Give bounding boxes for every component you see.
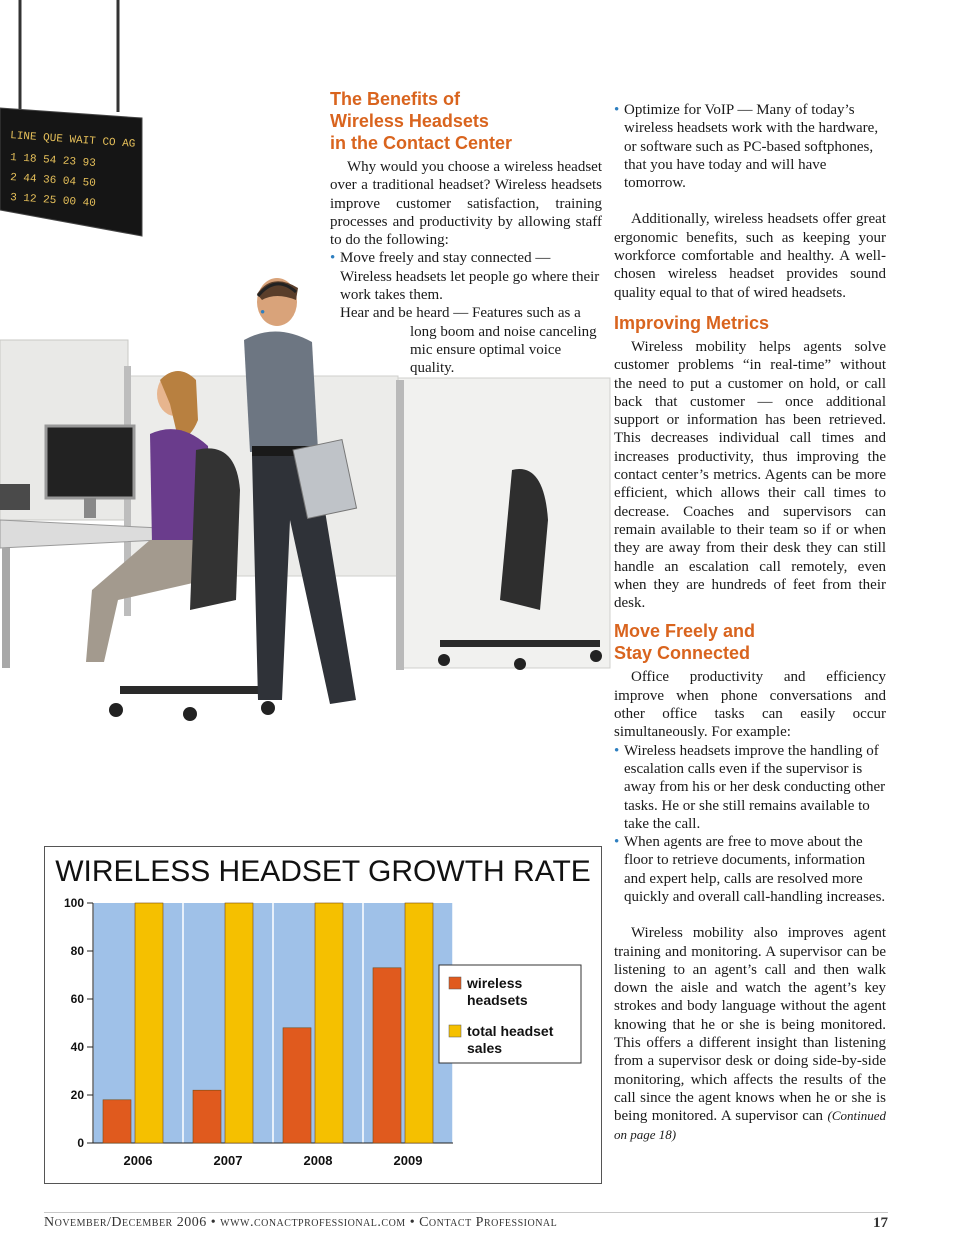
bar-total xyxy=(405,903,433,1143)
legend-label: sales xyxy=(467,1040,503,1056)
legend-label: wireless xyxy=(467,975,523,991)
bar-wireless xyxy=(373,968,401,1143)
x-tick-label: 2008 xyxy=(303,1153,333,1168)
panel-post xyxy=(396,380,404,670)
bar-wireless xyxy=(103,1100,131,1143)
cubicle-panel-right xyxy=(398,378,610,668)
article-column-2 xyxy=(614,101,886,1144)
legend-label: total headset xyxy=(467,1023,554,1039)
metrics-paragraph: Wireless mobility helps agents solve customer problems “in real-time” without the need to put a customer on hold, or call back that customer — once additional support or information has been retrieved. This decreases individual call times and increases productivity, thus improving the contact center’s metrics. Agents can be more efficient, which allows their call times to decrease. Coaches and supervisors can remain available to their team so if or when they are away from their desk they can still handle an escalation call remotely, even when they are hundreds of feet from their desk. xyxy=(614,338,886,612)
x-tick-label: 2007 xyxy=(213,1153,243,1168)
headline-line: in the Contact Center xyxy=(330,133,513,153)
legend-swatch xyxy=(449,977,461,989)
headline-line: Wireless Headsets xyxy=(330,111,489,131)
headline-line: Move Freely and xyxy=(614,621,756,642)
y-tick-label: 80 xyxy=(70,944,84,958)
footer-text: November/December 2006 • www.conactprofessional.com • Contact Professional xyxy=(44,1215,558,1230)
bar-total xyxy=(225,903,253,1143)
headline-line: The Benefits of xyxy=(330,89,461,109)
list-item: • Hear and be heard — Features such as a long boom and noise canceling mic ensure optimal voice quality. xyxy=(330,304,602,377)
y-tick-label: 60 xyxy=(70,992,84,1006)
list-item: • Wireless headsets improve the handling of escalation calls even if the supervisor is away from his or her desk conducting other tasks. He or she still remains available to take the call. xyxy=(614,742,886,833)
voip-list xyxy=(614,101,886,192)
bar-total xyxy=(135,903,163,1143)
move-list xyxy=(614,742,886,907)
growth-rate-chart xyxy=(44,846,602,1184)
supervisor-shirt xyxy=(244,331,318,452)
legend-swatch xyxy=(449,1025,461,1037)
y-tick-label: 40 xyxy=(70,1040,84,1054)
board-row: 2 44 36 04 50 xyxy=(9,172,97,190)
section-headline-move-freely xyxy=(614,620,886,664)
benefits-list xyxy=(330,249,602,377)
section-headline-benefits xyxy=(330,88,602,154)
chart-title: WIRELESS HEADSET GROWTH RATE xyxy=(55,855,591,888)
training-paragraph xyxy=(614,924,886,1144)
list-item: • Optimize for VoIP — Many of today’s wireless headsets work with the hardware, or software such as PC-based softphones, that you have today and will have tomorrow. xyxy=(614,101,886,192)
board-row: 1 18 54 23 93 xyxy=(9,152,97,170)
section-headline-metrics: Improving Metrics xyxy=(614,312,770,333)
page-number: 17 xyxy=(873,1215,888,1231)
headline-line: Stay Connected xyxy=(614,643,751,664)
intro-paragraph: Why would you choose a wireless headset over a traditional headset? Wireless headsets improve customer satisfaction, training processes and productivity by allowing staff to do the following: xyxy=(330,159,602,249)
desk-leg xyxy=(2,548,10,668)
y-tick-label: 20 xyxy=(70,1088,84,1102)
ergonomic-paragraph: Additionally, wireless headsets offer great ergonomic benefits, such as keeping your workforce comfortable and healthy. A well-chosen wireless headset provides sound quality equal to that of wired headsets. xyxy=(614,211,886,301)
chart-canvas xyxy=(45,847,601,1183)
x-tick-label: 2009 xyxy=(393,1153,423,1168)
board-row: 3 12 25 00 40 xyxy=(9,192,97,210)
office-chair xyxy=(190,448,240,610)
chair-base xyxy=(120,686,270,694)
move-paragraph: Office productivity and efficiency improve when phone conversations and other office tasks can easily occur simultaneously. For example: xyxy=(614,669,886,741)
list-item: • When agents are free to move about the floor to retrieve documents, information and expert help, calls are resolved more quickly and overall call-handling increases. xyxy=(614,833,886,906)
training-text: Wireless mobility also improves agent training and monitoring. A supervisor can be listening to an agent’s call and then walk down the aisle and watch the agent’s key strokes and body language without the agent knowing that he or she is being monitored. This offers a different insight than listening from a supervisor desk or doing side-by-side monitoring, which affects the results of the call since the agent knows when he or she is being monitored. A supervisor can xyxy=(614,925,886,1125)
monitor xyxy=(46,426,134,498)
page-footer xyxy=(44,1212,888,1237)
x-tick-label: 2006 xyxy=(123,1153,153,1168)
continued-note: (Continued on page 18) xyxy=(614,1108,887,1142)
bar-total xyxy=(315,903,343,1143)
bar-wireless xyxy=(283,1028,311,1143)
monitor-stand xyxy=(84,498,96,518)
legend-label: headsets xyxy=(467,992,528,1008)
article-column-1 xyxy=(330,88,602,378)
desk-phone xyxy=(0,484,30,510)
bar-wireless xyxy=(193,1090,221,1143)
board-header: LINE QUE WAIT CO AG xyxy=(9,130,136,151)
y-tick-label: 100 xyxy=(63,896,84,910)
list-item: • Move freely and stay connected — Wireless headsets let people go where their work takes them. xyxy=(330,249,602,304)
y-tick-label: 0 xyxy=(77,1136,84,1150)
